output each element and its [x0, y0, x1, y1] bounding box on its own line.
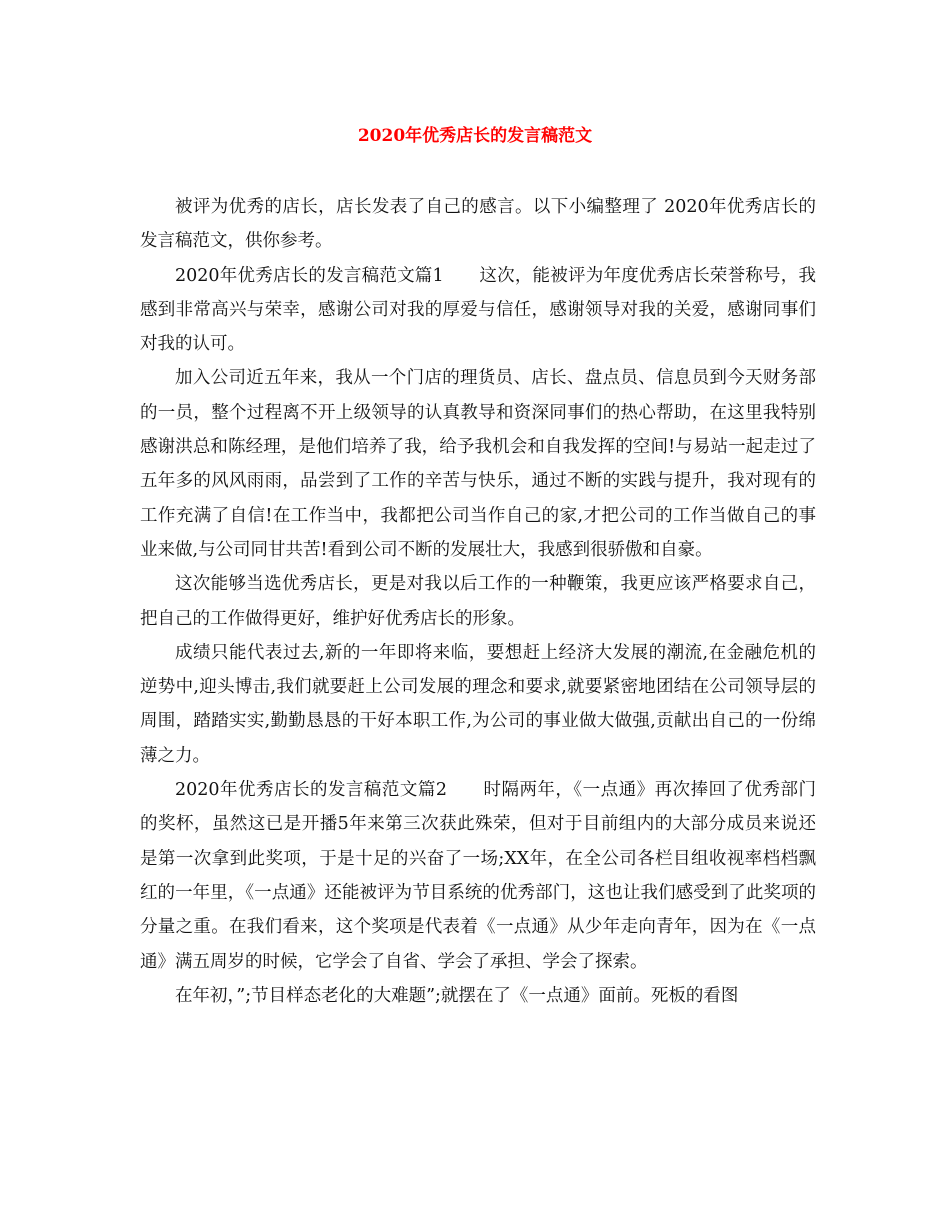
- paragraph-speech-2-opening: 2020年优秀店长的发言稿范文篇2 时隔两年，《一点通》再次捧回了优秀部门的奖杯，虽然这已是开播5年来第三次获此殊荣，但对于目前组内的大部分成员来说还是第一次拿到此奖项，于是十足的兴奋了一场;XX年，在全公司各栏目组收视率档档飘红的一年里，《一点通》还能被评为节目系统的优秀部门，这也让我们感受到了此奖项的分量之重。在我们看来，这个奖项是代表着《一点通》从少年走向青年，因为在《一点通》满五周岁的时候，它学会了自省、学会了承担、学会了探索。: [140, 780, 816, 972]
- paragraph-intro: 被评为优秀的店长，店长发表了自己的感言。以下小编整理了 2020年优秀店长的发言稿范文，供你参考。: [140, 197, 816, 252]
- paragraph-speech-1-commitment: 这次能够当选优秀店长，更是对我以后工作的一种鞭策，我更应该严格要求自己，把自己的工作做得更好，维护好优秀店长的形象。: [140, 574, 816, 629]
- paragraph-speech-1-career: 加入公司近五年来，我从一个门店的理货员、店长、盘点员、信息员到今天财务部的一员，整个过程离不开上级领导的认真教导和资深同事们的热心帮助，在这里我特别感谢洪总和陈经理，是他们培养了我，给予我机会和自我发挥的空间!与易站一起走过了五年多的风风雨雨，品尝到了工作的辛苦与快乐，通过不断的实践与提升，我对现有的工作充满了自信!在工作当中，我都把公司当作自己的家,才把公司的工作当做自己的事业来做,与公司同甘共苦!看到公司不断的发展壮大，我感到很骄傲和自豪。: [140, 368, 816, 560]
- document-title: 2020年优秀店长的发言稿范文: [357, 126, 593, 146]
- paragraph-speech-2-challenge: 在年初，”;节目样态老化的大难题”;就摆在了《一点通》面前。死板的看图: [175, 985, 739, 1006]
- paragraph-speech-1-opening: 2020年优秀店长的发言稿范文篇1 这次，能被评为年度优秀店长荣誉称号，我感到非常高兴与荣幸，感谢公司对我的厚爱与信任，感谢领导对我的关爱，感谢同事们对我的认可。: [140, 265, 816, 355]
- paragraph-speech-1-future: 成绩只能代表过去,新的一年即将来临，要想赶上经济大发展的潮流,在金融危机的逆势中,迎头博击,我们就要赶上公司发展的理念和要求,就要紧密地团结在公司领导层的周围，踏踏实实,勤勤恳恳的干好本职工作,为公司的事业做大做强,贡献出自己的一份绵薄之力。: [140, 642, 816, 766]
- document-body: [140, 190, 816, 1013]
